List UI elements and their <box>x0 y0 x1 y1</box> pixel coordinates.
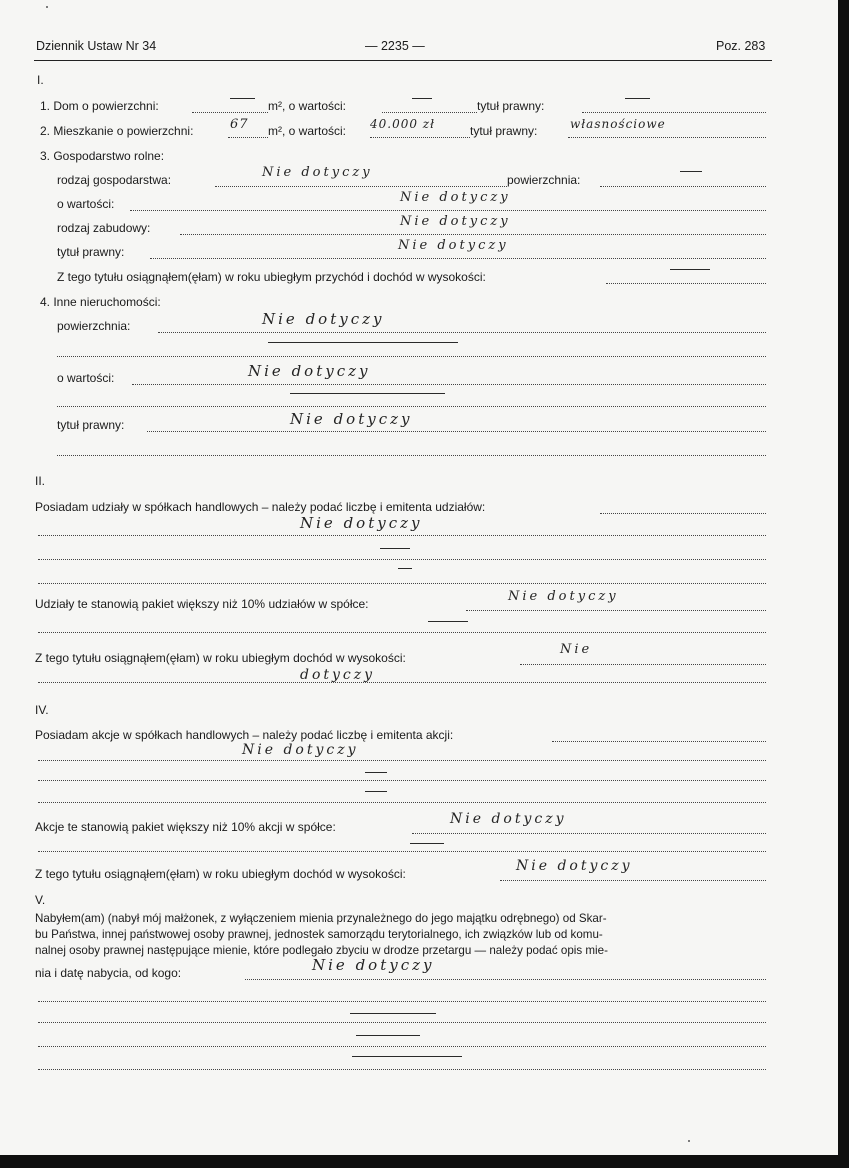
farm-type-field[interactable] <box>215 186 507 187</box>
stocks-10pct-field[interactable] <box>412 833 766 834</box>
shares-handwriting: Nie dotyczy <box>300 514 423 532</box>
house-title-label: tytuł prawny: <box>477 99 545 113</box>
flat-area-label: 2. Mieszkanie o powierzchni: <box>40 124 194 138</box>
farm-buildings-field[interactable] <box>180 234 766 235</box>
section-3-number: IV. <box>35 703 49 717</box>
stocks-line-3[interactable] <box>38 780 766 781</box>
farm-value-handwriting: Nie dotyczy <box>400 190 511 205</box>
section-1-number: I. <box>37 73 44 87</box>
house-title-dash <box>625 98 650 99</box>
shares-10pct-line-2[interactable] <box>38 632 766 633</box>
farm-buildings-label: rodzaj zabudowy: <box>57 221 151 235</box>
scan-speck <box>46 6 48 8</box>
other-title-label: tytuł prawny: <box>57 418 125 432</box>
flat-value-label: m², o wartości: <box>268 124 347 138</box>
stocks-income-field[interactable] <box>500 880 766 881</box>
house-value-field[interactable] <box>382 112 477 113</box>
house-area-dash <box>230 98 255 99</box>
stocks-label: Posiadam akcje w spółkach handlowych – należy podać liczbę i emitenta akcji: <box>35 728 454 742</box>
scan-edge-right <box>838 0 849 1168</box>
flat-area-handwriting: 67 <box>230 117 249 132</box>
stocks-line-2[interactable] <box>38 760 766 761</box>
shares-10pct-field[interactable] <box>466 610 766 611</box>
other-value-label: o wartości: <box>57 371 115 385</box>
farm-income-label: Z tego tytułu osiągnąłem(ęłam) w roku ubiegłym przychód i dochód w wysokości: <box>57 270 486 284</box>
acquired-from-label: nia i datę nabycia, od kogo: <box>35 966 182 980</box>
stocks-income-handwriting: Nie dotyczy <box>516 858 633 874</box>
acquired-mark-3 <box>352 1056 462 1057</box>
farm-type-label: rodzaj gospodarstwa: <box>57 173 172 187</box>
acquired-text-2: bu Państwa, innej państwowej osoby prawnej, jednostek samorządu terytorialnego, ich związków lub od komu- <box>35 928 603 941</box>
stocks-income-label: Z tego tytułu osiągnąłem(ęłam) w roku ubiegłym dochód w wysokości: <box>35 867 406 881</box>
other-title-field[interactable] <box>147 431 766 432</box>
farm-area-dash <box>680 171 702 172</box>
farm-type-handwriting: Nie dotyczy <box>262 165 373 180</box>
other-area-field[interactable] <box>158 332 766 333</box>
farm-value-field[interactable] <box>130 210 766 211</box>
stocks-mark-2 <box>365 791 387 792</box>
farm-buildings-handwriting: Nie dotyczy <box>400 214 511 229</box>
other-property-heading: 4. Inne nieruchomości: <box>40 295 161 309</box>
house-area-field[interactable] <box>192 112 268 113</box>
house-area-label: 1. Dom o powierzchni: <box>40 99 159 113</box>
other-area-handwriting: Nie dotyczy <box>262 310 385 328</box>
other-value-underline <box>290 393 445 394</box>
other-value-extra-line[interactable] <box>57 406 766 407</box>
shares-line-3[interactable] <box>38 559 766 560</box>
flat-title-field[interactable] <box>568 137 766 138</box>
stocks-mark-1 <box>365 772 387 773</box>
shares-label: Posiadam udziały w spółkach handlowych – należy podać liczbę i emitenta udziałów: <box>35 500 486 514</box>
scan-edge-corner <box>840 0 849 5</box>
acquired-line-3[interactable] <box>38 1022 766 1023</box>
stocks-handwriting: Nie dotyczy <box>242 742 359 758</box>
acquired-handwriting: Nie dotyczy <box>312 956 435 974</box>
acquired-mark-2 <box>356 1035 420 1036</box>
farm-title-handwriting: Nie dotyczy <box>398 238 509 253</box>
stocks-10pct-handwriting: Nie dotyczy <box>450 811 567 827</box>
other-title-extra-line[interactable] <box>57 455 766 456</box>
house-value-dash <box>412 98 432 99</box>
farm-heading: 3. Gospodarstwo rolne: <box>40 149 165 163</box>
scan-edge-bottom <box>0 1155 849 1168</box>
stocks-line-4[interactable] <box>38 802 766 803</box>
shares-10pct-handwriting: Nie dotyczy <box>508 589 619 604</box>
position-number: Poz. 283 <box>716 39 766 53</box>
stocks-10pct-label: Akcje te stanowią pakiet większy niż 10% akcji w spółce: <box>35 820 336 834</box>
stocks-10pct-line-2[interactable] <box>38 851 766 852</box>
flat-value-field[interactable] <box>370 137 470 138</box>
flat-title-label: tytuł prawny: <box>470 124 538 138</box>
section-2-number: II. <box>35 474 46 488</box>
other-area-underline <box>268 342 458 343</box>
shares-income-handwriting-1: Nie <box>560 642 593 657</box>
acquired-line-4[interactable] <box>38 1046 766 1047</box>
other-title-handwriting: Nie dotyczy <box>290 410 413 428</box>
shares-mark-1 <box>380 548 410 549</box>
acquired-field[interactable] <box>245 979 766 980</box>
section-4-number: V. <box>35 893 46 907</box>
shares-income-line-2[interactable] <box>38 682 766 683</box>
other-value-field[interactable] <box>132 384 766 385</box>
stocks-10pct-mark <box>410 843 444 844</box>
shares-10pct-label: Udziały te stanowią pakiet większy niż 10% udziałów w spółce: <box>35 597 369 611</box>
header-rule <box>34 60 772 61</box>
shares-field[interactable] <box>600 513 766 514</box>
shares-income-label: Z tego tytułu osiągnąłem(ęłam) w roku ubiegłym dochód w wysokości: <box>35 651 406 665</box>
shares-line-4[interactable] <box>38 583 766 584</box>
acquired-text-1: Nabyłem(am) (nabył mój małżonek, z wyłączeniem mienia przynależnego do jego majątku odrębnego) od Skar- <box>35 912 607 925</box>
farm-title-field[interactable] <box>150 258 766 259</box>
farm-value-label: o wartości: <box>57 197 115 211</box>
house-title-field[interactable] <box>582 112 766 113</box>
scan-speck <box>688 1140 690 1142</box>
farm-income-dash <box>670 269 710 270</box>
shares-income-field[interactable] <box>520 664 766 665</box>
stocks-field[interactable] <box>552 741 766 742</box>
farm-title-label: tytuł prawny: <box>57 245 125 259</box>
farm-income-field[interactable] <box>606 283 766 284</box>
shares-line-2[interactable] <box>38 535 766 536</box>
page-number: — 2235 — <box>365 39 425 53</box>
other-value-handwriting: Nie dotyczy <box>248 362 371 380</box>
acquired-text-3: nalnej osoby prawnej następujące mienie, które podlegało zbyciu w drodze przetargu — należy podać opis mie- <box>35 944 608 957</box>
other-area-label: powierzchnia: <box>57 319 131 333</box>
shares-10pct-mark <box>428 621 468 622</box>
shares-mark-2 <box>398 568 412 569</box>
flat-value-handwriting: 40.000 zł <box>370 117 436 131</box>
acquired-line-2[interactable] <box>38 1001 766 1002</box>
house-value-label: m², o wartości: <box>268 99 347 113</box>
shares-income-handwriting-2: dotyczy <box>300 667 376 683</box>
journal-name: Dziennik Ustaw Nr 34 <box>36 39 157 53</box>
acquired-mark-1 <box>350 1013 436 1014</box>
farm-area-label: powierzchnia: <box>507 173 581 187</box>
flat-area-field[interactable] <box>228 137 268 138</box>
other-area-extra-line[interactable] <box>57 356 766 357</box>
flat-title-handwriting: własnościowe <box>570 117 666 131</box>
farm-area-field[interactable] <box>600 186 766 187</box>
acquired-line-5[interactable] <box>38 1069 766 1070</box>
